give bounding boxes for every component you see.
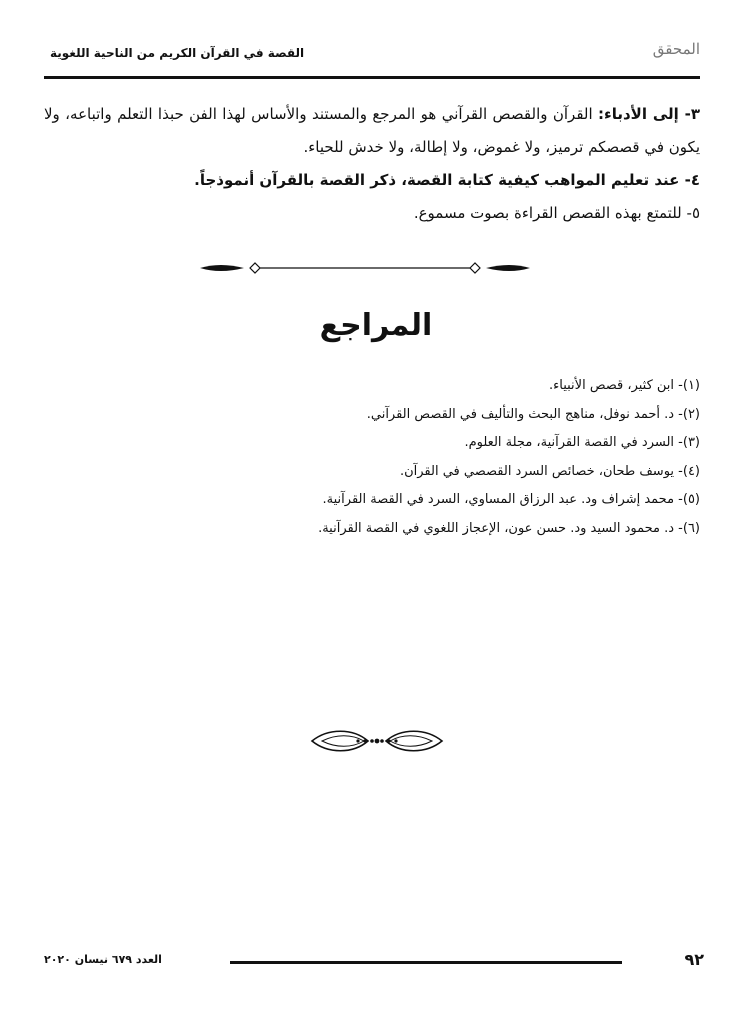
reference-item: (١)- ابن كثير، قصص الأنبياء.	[549, 378, 700, 393]
reference-item: (٣)- السرد في القصة القرآنية، مجلة العلوم.	[464, 435, 700, 450]
reference-item: (٦)- د. محمود السيد ود. حسن عون، الإعجاز اللغوي في القصة القرآنية.	[318, 520, 700, 536]
paragraph-5: ٥- للتمتع بهذه القصص القراءة بصوت مسموع.	[413, 204, 700, 222]
ornament-dot	[387, 739, 390, 742]
ornament-center-dot	[375, 739, 380, 744]
references-list	[44, 372, 700, 543]
page-number: ٩٢	[684, 950, 704, 969]
ornament-dot	[363, 739, 366, 742]
paragraph-4: ٤- عند تعليم المواهب كيفية كتابة القصة، ذكر القصة بالقرآن أنموذجاً.	[194, 171, 700, 189]
issue-info: العدد ٦٧٩ نيسان ٢٠٢٠	[44, 953, 162, 966]
reference-item: (٥)- محمد إشراف ود. عبد الرزاق المساوي، السرد في القصة القرآنية.	[322, 492, 700, 507]
divider-left-diamond	[250, 263, 260, 273]
reference-item: (٢)- د. أحمد نوفل، مناهج البحث والتأليف في القصص القرآني.	[366, 406, 700, 422]
ornament-left-loop	[312, 731, 368, 751]
end-ornament	[308, 726, 446, 756]
paragraph-3-label: ٣- إلى الأدباء:	[598, 105, 700, 123]
body-text	[44, 98, 700, 230]
page-header	[44, 36, 700, 79]
paragraph-3	[44, 98, 700, 164]
paragraph-3-text: القرآن والقصص القرآني هو المرجع والمستند والأساس لهذا الفن حبذا التعلم واتباعه، ولا يكون في قصصكم ترميز، ولا غموض، ولا إطالة، ولا خدش للحياء.	[44, 105, 700, 156]
ornament-dot	[380, 739, 384, 743]
section-divider	[200, 259, 530, 277]
ornament-dot	[356, 739, 359, 742]
ornament-dot	[394, 739, 397, 742]
ornament-dot	[370, 739, 374, 743]
footer-rule	[230, 961, 622, 964]
magazine-logo: المحقق	[652, 40, 700, 58]
divider-left-tip	[200, 265, 244, 271]
divider-right-tip	[486, 265, 530, 271]
ornament-right-loop	[386, 731, 442, 751]
reference-item: (٤)- يوسف طحان، خصائص السرد القصصي في القرآن.	[399, 463, 700, 479]
divider-right-diamond	[470, 263, 480, 273]
section-title: المراجع	[319, 308, 433, 343]
running-title: القصة في القرآن الكريم من الناحية اللغوية	[50, 46, 305, 60]
